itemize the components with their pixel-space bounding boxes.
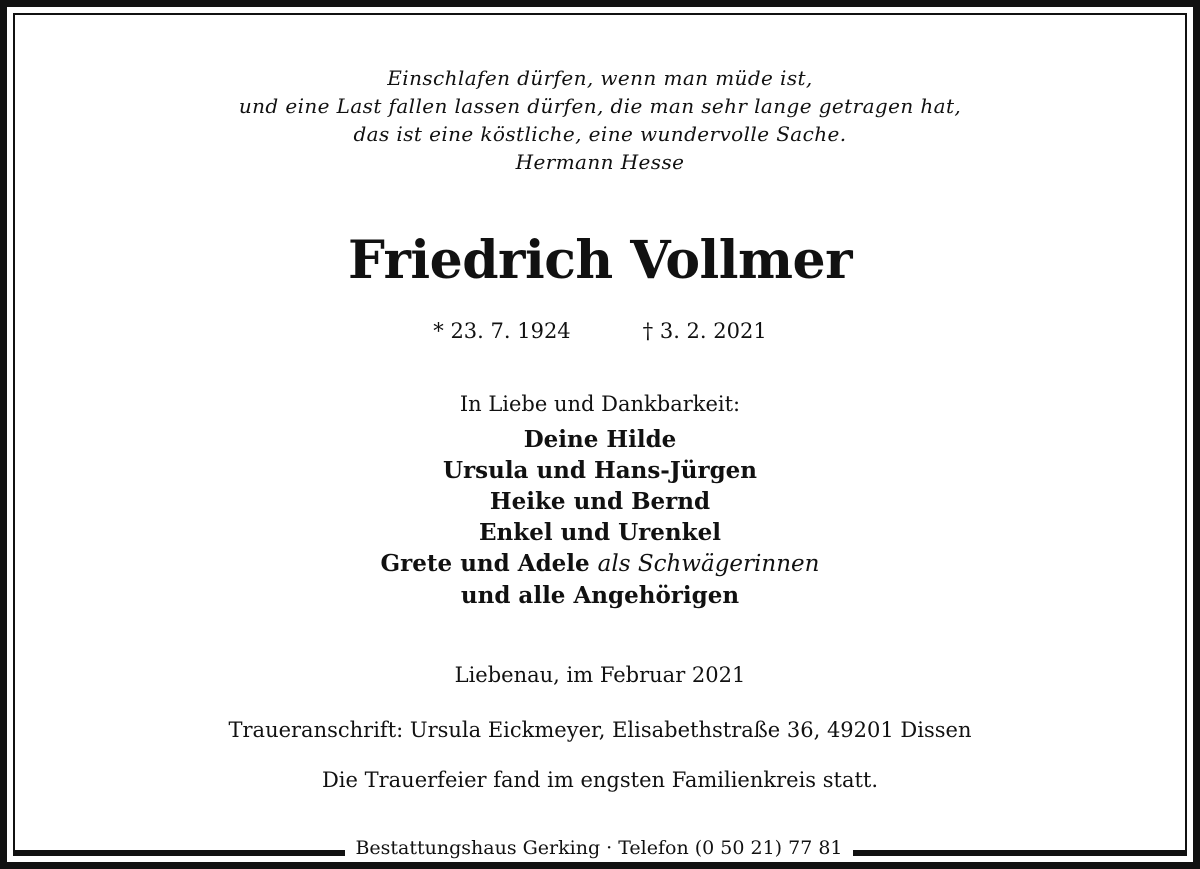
- poem-quote: [0, 64, 1200, 176]
- sisters-in-law-names: Grete und Adele: [380, 550, 590, 577]
- mourners-list: [0, 424, 1200, 611]
- mourners-intro: In Liebe und Dankbarkeit:: [459, 392, 741, 416]
- poem-line: Einschlafen dürfen, wenn man müde ist,: [387, 66, 813, 90]
- poem-author: Hermann Hesse: [515, 150, 685, 174]
- place-date: Liebenau, im Februar 2021: [454, 663, 746, 687]
- sisters-in-law-note: als Schwägerinnen: [597, 551, 820, 577]
- mourner-line: Enkel und Urenkel: [479, 519, 721, 546]
- death-date: † 3. 2. 2021: [642, 319, 767, 343]
- mourner-line: Ursula und Hans-Jürgen: [442, 457, 758, 484]
- life-dates: [0, 316, 1200, 346]
- mourning-address: Traueranschrift: Ursula Eickmeyer, Elisabethstraße 36, 49201 Dissen: [228, 718, 972, 742]
- footer: [0, 832, 1200, 862]
- mourner-line: Deine Hilde: [523, 426, 677, 453]
- mourner-line-sisters: [0, 548, 1200, 580]
- footer-rule-right: [853, 850, 1187, 854]
- poem-line: das ist eine köstliche, eine wundervolle Sache.: [353, 122, 847, 146]
- mourner-line: Heike und Bernd: [489, 488, 711, 515]
- footer-rule-left: [13, 850, 345, 854]
- deceased-name: Friedrich Vollmer: [347, 230, 853, 291]
- birth-date: * 23. 7. 1924: [433, 319, 571, 343]
- funeral-home-contact: Bestattungshaus Gerking · Telefon (0 50 21) 77 81: [345, 834, 853, 862]
- ceremony-note: Die Trauerfeier fand im engsten Familienkreis statt.: [321, 768, 879, 792]
- mourner-closing: und alle Angehörigen: [460, 582, 740, 609]
- poem-line: und eine Last fallen lassen dürfen, die man sehr lange getragen hat,: [238, 94, 962, 118]
